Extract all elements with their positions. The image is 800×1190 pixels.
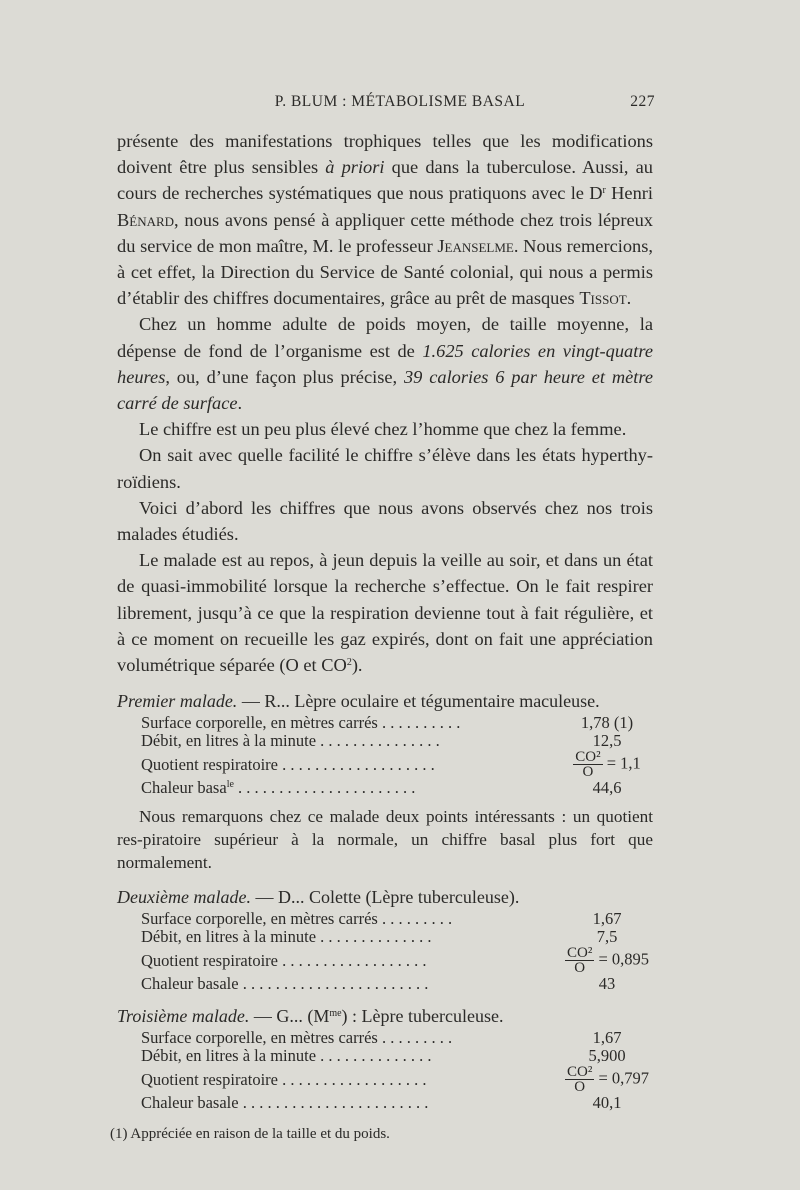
case-1-table <box>141 714 653 797</box>
paragraph-5: Voici d’abord les chiffres que nous avons observés chez nos trois malades étudiés. <box>117 497 653 545</box>
case-2-title: Deuxième malade. — D... Colette (Lèpre tuberculeuse). <box>117 887 520 908</box>
table-row: Chaleur basa$^{le}$ . . . . . . . . . . . . . . . . . . . . . . 44,6 <box>141 778 622 798</box>
running-header <box>0 93 800 117</box>
paragraph-6: Le malade est au repos, à jeun depuis la veille au soir, et dans un état de quasi-immobilité lorsque la recherche s’effectue. On le fait respirer librement, jusqu’à ce que la respiration devienne tout à fait régulière, et à ce moment on recueille les gaz expirés, dont on fait une appréciation volumétrique séparée (O et $CO^2$). <box>117 550 653 676</box>
table-row: Surface corporelle, en mètres carrés . . . . . . . . . 1,67 <box>141 1028 622 1048</box>
page-body <box>110 128 654 1143</box>
table-row: Quotient respiratoire . . . . . . . . . . . . . . . . . . $\frac{\text{CO²}}{O}$ = 0,797 <box>141 1064 650 1096</box>
paragraph-2: Chez un homme adulte de poids moyen, de taille moyenne, la dépense de fond de l’organisme est de 1.625 calories en vingt-quatre heures, ou, d’une façon plus précise, 39 calories 6 par heure et mètre carré de surface. <box>117 314 654 414</box>
fraction: $\frac{\text{CO²}}{O}$ <box>566 945 593 977</box>
table-row: Débit, en litres à la minute . . . . . . . . . . . . . . 7,5 <box>141 927 618 947</box>
header-title: P. BLUM : MÉTABOLISME BASAL <box>274 93 526 110</box>
case-1-title: Premier malade. — R... Lèpre oculaire et tégumentaire maculeuse. <box>117 691 600 712</box>
table-row: Quotient respiratoire . . . . . . . . . . . . . . . . . . $\frac{\text{CO²}}{O}$ = 0,895 <box>141 945 650 977</box>
case-3-table <box>141 1029 653 1112</box>
table-row: Débit, en litres à la minute . . . . . . . . . . . . . . 5,900 <box>141 1046 626 1066</box>
paragraph-1: présente des manifestations trophiques telles que les modifications doivent être plus sensibles à priori que dans la tuberculose. Aussi, au cours de recherches systématiques que nous pratiquons avec le $D^r$ Henri Bénard, nous avons pensé à appliquer cette méthode chez trois lépreux du service de mon maître, M. le professeur Jeanselme. Nous remercions, à cet effet, la Direction du Service de Santé colonial, qui nous a permis d’établir des chiffres documentaires, grâce au prêt de masques Tissot. <box>117 131 653 309</box>
case-3-title: Troisième malade. — G... $(M^{me})$ : Lèpre tuberculeuse. <box>117 1006 504 1027</box>
table-row: Quotient respiratoire . . . . . . . . . . . . . . . . . . . $\frac{\text{CO²}}{O}$ = 1,1 <box>141 749 641 781</box>
table-row: Chaleur basale . . . . . . . . . . . . . . . . . . . . . . . 40,1 <box>141 1093 622 1113</box>
page-number: 227 <box>630 93 655 110</box>
paragraph-3: Le chiffre est un peu plus élevé chez l’homme que chez la femme. <box>139 419 627 440</box>
remark-paragraph: Nous remarquons chez ce malade deux points intéressants : un quotient res-piratoire supérieur à la normale, un chiffre basal plus fort que normalement. <box>117 807 653 873</box>
paragraph-4: On sait avec quelle facilité le chiffre s’élève dans les états hyperthy-roïdiens. <box>117 445 653 492</box>
fraction: $\frac{\text{CO²}}{O}$ <box>575 749 601 781</box>
footnote: (1) Appréciée en raison de la taille et du poids. <box>110 1126 390 1143</box>
fraction: $\frac{\text{CO²}}{O}$ <box>566 1064 593 1096</box>
table-row: Chaleur basale . . . . . . . . . . . . . . . . . . . . . . . 43 <box>141 974 616 994</box>
table-row: Surface corporelle, en mètres carrés . . . . . . . . . 1,67 <box>141 909 622 929</box>
table-row: Débit, en litres à la minute . . . . . . . . . . . . . . . 12,5 <box>141 731 622 751</box>
case-2-table <box>141 910 653 993</box>
table-row: Surface corporelle, en mètres carrés . . . . . . . . . . 1,78 (1) <box>141 713 634 733</box>
